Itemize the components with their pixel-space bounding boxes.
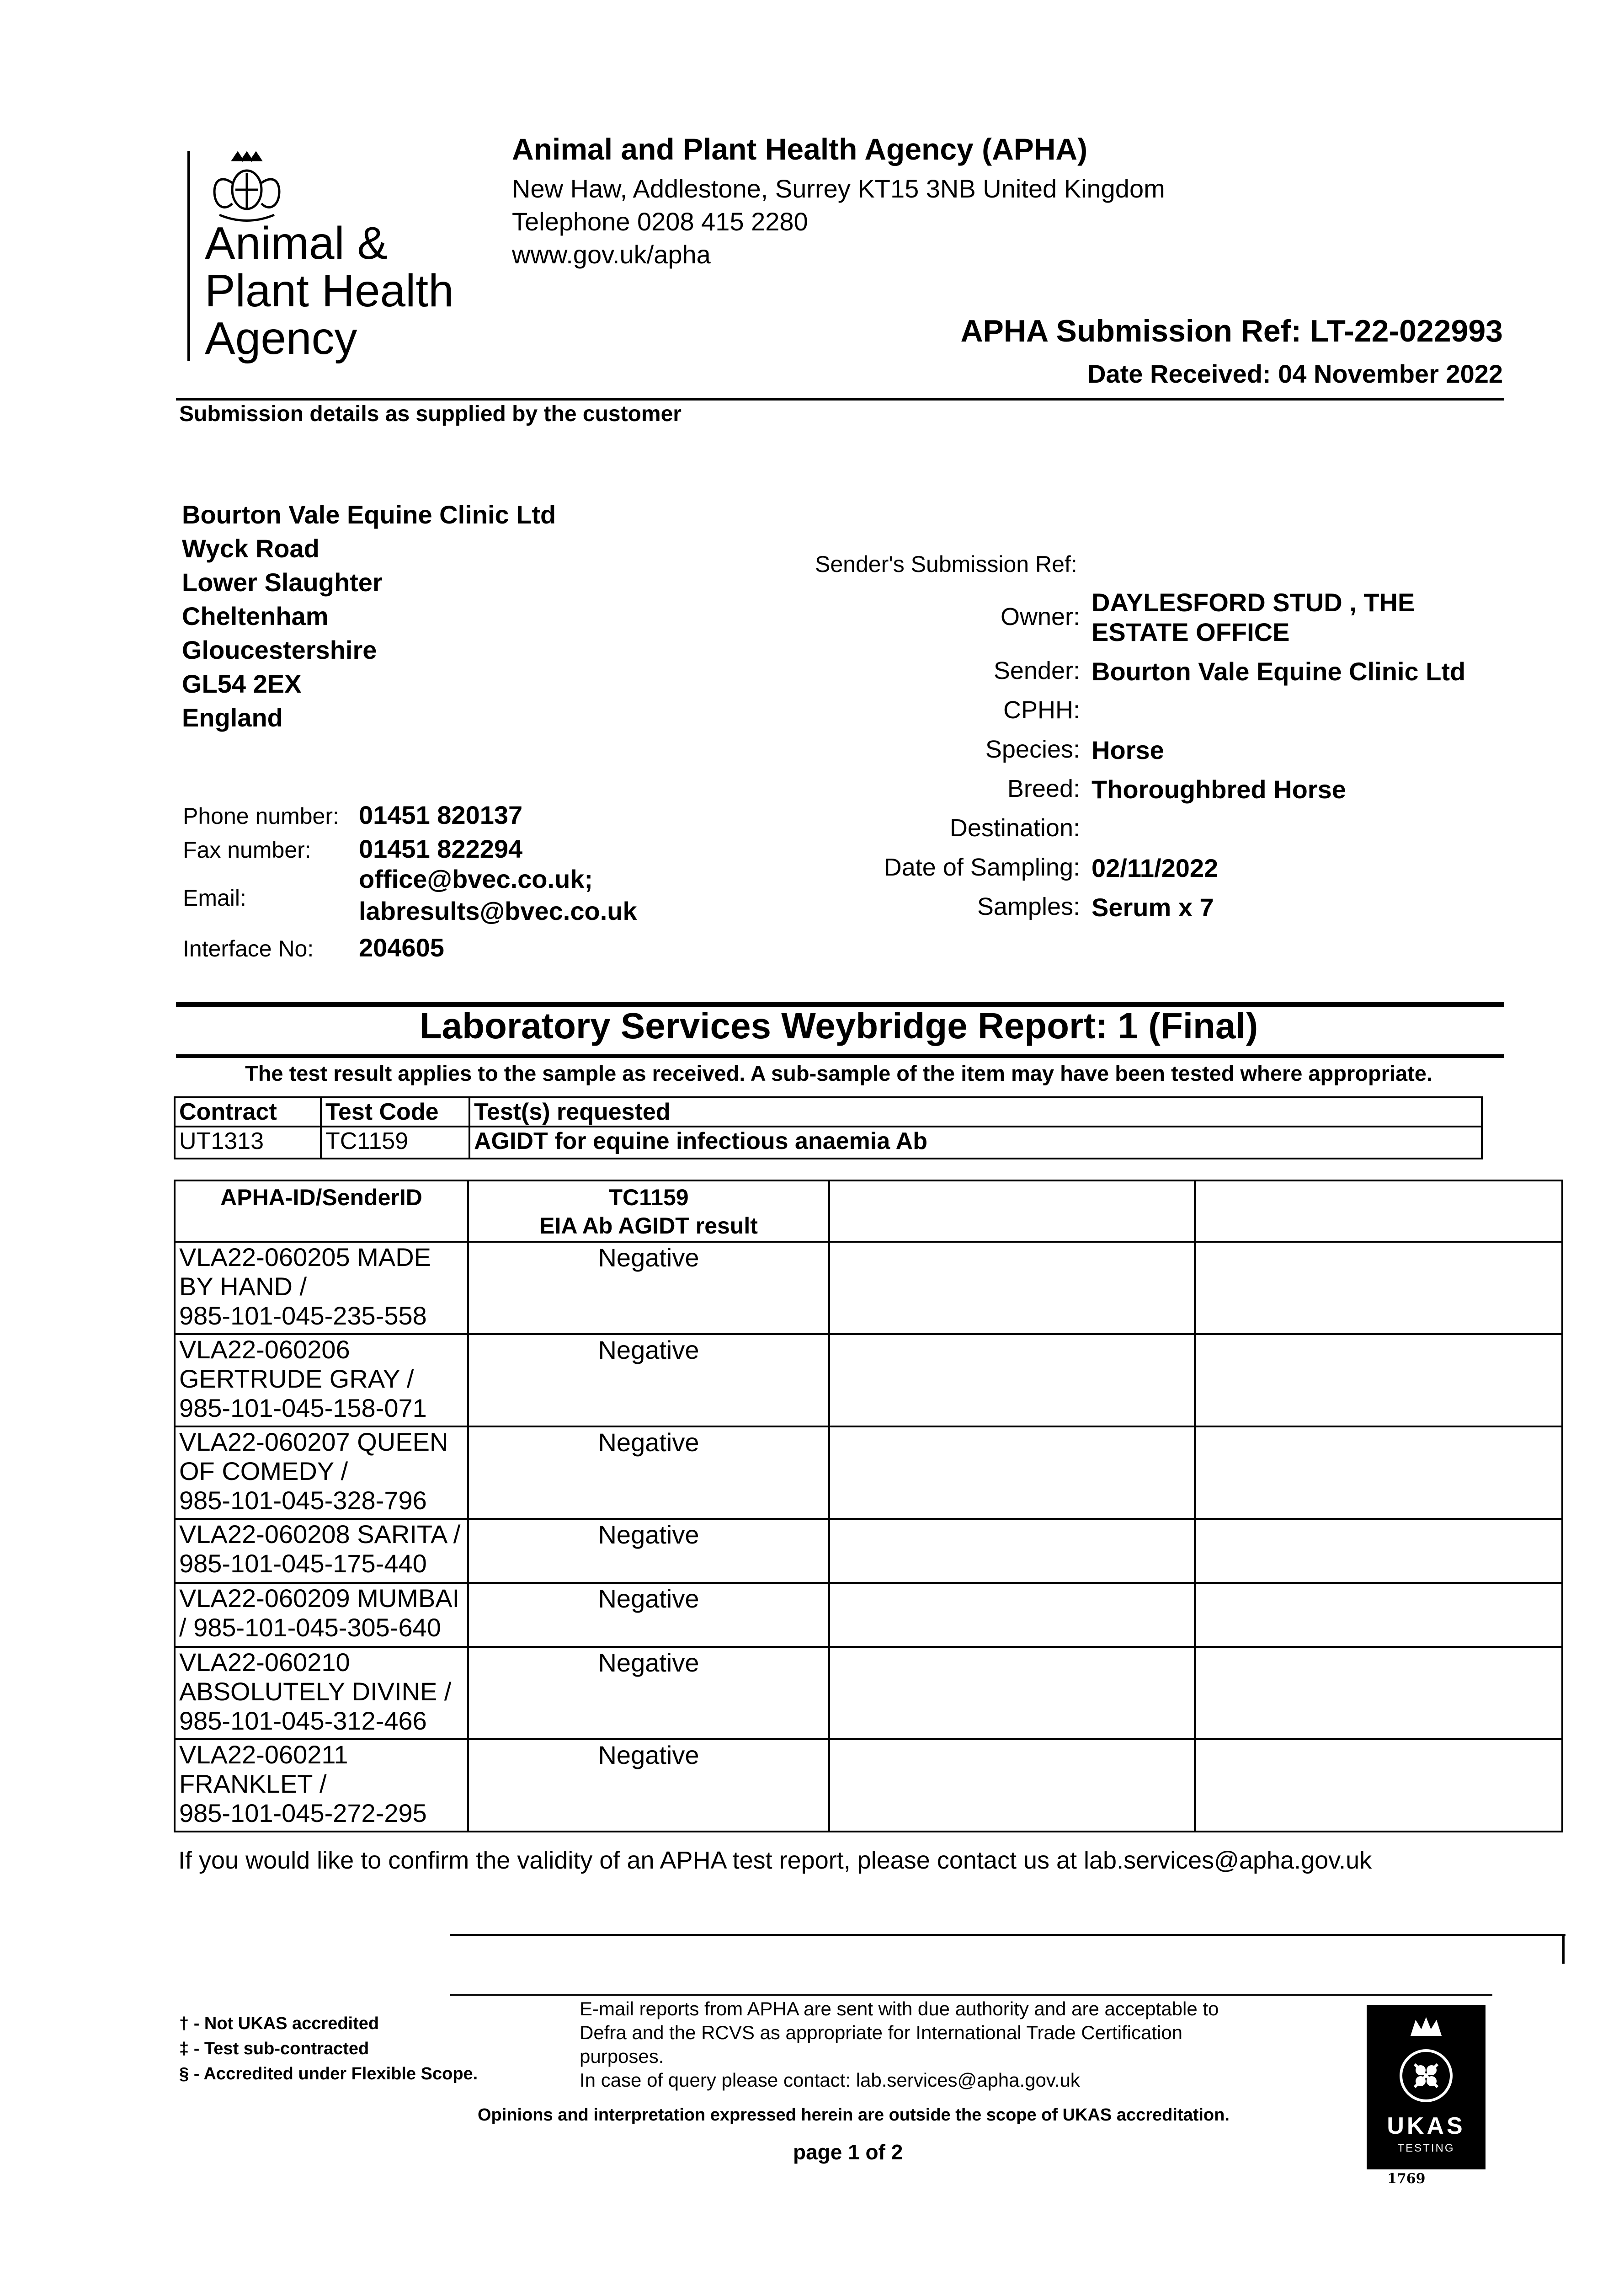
opinions-disclaimer: Opinions and interpretation expressed herein are outside the scope of UKAS accreditation. <box>478 2105 1230 2125</box>
results-table <box>174 1180 1563 1832</box>
customer-address-line: Lower Slaughter <box>182 568 383 597</box>
contract-header: Contract <box>175 1097 321 1127</box>
empty-cell <box>1195 1647 1562 1739</box>
empty-cell <box>829 1739 1195 1832</box>
empty-header <box>829 1180 1195 1242</box>
royal-crest-icon <box>201 151 293 229</box>
samples-label: Samples: <box>977 893 1080 920</box>
contract-cell: UT1313 <box>175 1127 321 1159</box>
result-cell: Negative <box>468 1647 829 1739</box>
sample-id-line: BY HAND / <box>179 1272 307 1301</box>
customer-address-line: Gloucestershire <box>182 636 377 664</box>
customer-address-line: England <box>182 703 283 732</box>
signature-rule-end <box>1562 1934 1565 1964</box>
phone-value: 01451 820137 <box>359 801 523 829</box>
table-header-row <box>175 1180 1562 1242</box>
sample-id-line: VLA22-060208 SARITA / <box>179 1520 461 1549</box>
owner-label: Owner: <box>1000 603 1080 630</box>
empty-cell <box>1195 1739 1562 1832</box>
result-cell: Negative <box>468 1739 829 1832</box>
customer-address-line: Bourton Vale Equine Clinic Ltd <box>182 500 556 529</box>
sample-id-line: VLA22-060205 MADE <box>179 1243 431 1271</box>
empty-cell <box>1195 1426 1562 1519</box>
species-value: Horse <box>1092 736 1164 764</box>
agency-name: Animal and Plant Health Agency (APHA) <box>512 132 1088 166</box>
sample-id-cell <box>175 1583 468 1647</box>
interface-value: 204605 <box>359 933 444 962</box>
ukas-label: UKAS <box>1387 2113 1465 2139</box>
samples-value: Serum x 7 <box>1092 893 1214 922</box>
ukas-crown-icon <box>1367 2012 1486 2110</box>
result-header-code: TC1159 <box>608 1185 689 1210</box>
agency-address: New Haw, Addlestone, Surrey KT15 3NB United Kingdom <box>512 174 1165 203</box>
breed-value: Thoroughbred Horse <box>1092 775 1346 804</box>
tests-requested-cell: AGIDT for equine infectious anaemia Ab <box>469 1127 1482 1159</box>
email-notice-line: In case of query please contact: lab.services@apha.gov.uk <box>580 2069 1080 2091</box>
result-header <box>468 1180 829 1242</box>
confirm-validity-text: If you would like to confirm the validity of an APHA test report, please contact us at lab.services@apha.gov.uk <box>178 1847 1372 1874</box>
breed-label: Breed: <box>1007 775 1080 802</box>
test-code-cell: TC1159 <box>321 1127 469 1159</box>
result-cell: Negative <box>468 1334 829 1426</box>
table-row <box>175 1334 1562 1426</box>
footnote-flexible-scope: § - Accredited under Flexible Scope. <box>179 2064 478 2083</box>
sample-id-line: 985-101-045-235-558 <box>179 1301 427 1330</box>
date-received: Date Received: 04 November 2022 <box>1087 359 1503 388</box>
empty-cell <box>1195 1242 1562 1334</box>
table-row <box>175 1647 1562 1739</box>
submission-ref: APHA Submission Ref: LT-22-022993 <box>960 314 1503 348</box>
empty-cell <box>829 1583 1195 1647</box>
report-applies-note: The test result applies to the sample as received. A sub-sample of the item may have been tested where appropriate. <box>245 1061 1432 1085</box>
sample-id-line: / 985-101-045-305-640 <box>179 1613 441 1642</box>
fax-value: 01451 822294 <box>359 834 523 863</box>
sample-id-line: VLA22-060207 QUEEN <box>179 1427 448 1456</box>
footer-rule <box>450 1994 1492 1996</box>
table-row <box>175 1127 1482 1159</box>
interface-label: Interface No: <box>183 936 314 961</box>
sample-id-cell <box>175 1739 468 1832</box>
sample-id-line: VLA22-060211 <box>179 1740 348 1769</box>
sample-id-line: 985-101-045-158-071 <box>179 1394 427 1422</box>
customer-address-line: Wyck Road <box>182 534 319 563</box>
logo-line: Plant Health <box>205 265 454 316</box>
empty-cell <box>1195 1519 1562 1583</box>
sample-id-cell <box>175 1519 468 1583</box>
test-code-header: Test Code <box>321 1097 469 1127</box>
result-cell: Negative <box>468 1242 829 1334</box>
sampling-date-label: Date of Sampling: <box>884 854 1080 881</box>
page-number: page 1 of 2 <box>793 2140 903 2164</box>
sample-id-line: 985-101-045-312-466 <box>179 1706 427 1735</box>
table-row <box>175 1739 1562 1832</box>
email-value: office@bvec.co.uk; <box>359 865 593 893</box>
tests-requested-header: Test(s) requested <box>469 1097 1482 1127</box>
agency-logo-text <box>205 219 454 362</box>
sample-id-cell <box>175 1647 468 1739</box>
email-notice-line: Defra and the RCVS as appropriate for International Trade Certification <box>580 2022 1183 2043</box>
result-cell: Negative <box>468 1519 829 1583</box>
ukas-testing-label: TESTING <box>1397 2142 1455 2154</box>
submission-details-heading: Submission details as supplied by the customer <box>179 402 682 426</box>
phone-label: Phone number: <box>183 803 339 829</box>
report-title: Laboratory Services Weybridge Report: 1 (Final) <box>419 1005 1258 1046</box>
table-header-row <box>175 1097 1482 1127</box>
fax-label: Fax number: <box>183 837 311 863</box>
email-notice-line: purposes. <box>580 2046 664 2067</box>
table-row <box>175 1242 1562 1334</box>
footnote-not-accredited: † - Not UKAS accredited <box>179 2014 379 2033</box>
sample-id-cell <box>175 1426 468 1519</box>
customer-address-line: Cheltenham <box>182 602 329 630</box>
email-label: Email: <box>183 885 246 911</box>
species-label: Species: <box>985 736 1080 763</box>
owner-value: DAYLESFORD STUD , THE <box>1092 588 1415 617</box>
sample-id-line: 985-101-045-272-295 <box>179 1799 427 1827</box>
email-value: labresults@bvec.co.uk <box>359 897 637 925</box>
sample-id-line: OF COMEDY / <box>179 1457 348 1485</box>
signature-rule <box>450 1934 1565 1936</box>
footnote-subcontracted: ‡ - Test sub-contracted <box>179 2039 369 2058</box>
sample-id-line: GERTRUDE GRAY / <box>179 1364 414 1393</box>
sample-id-line: VLA22-060210 <box>179 1648 350 1677</box>
owner-value: ESTATE OFFICE <box>1092 618 1290 646</box>
report-rule-bottom <box>176 1054 1504 1058</box>
ukas-badge <box>1367 2005 1486 2169</box>
logo-line: Animal & <box>205 218 388 269</box>
sender-ref-label: Sender's Submission Ref: <box>815 551 1077 577</box>
sampling-date-value: 02/11/2022 <box>1092 854 1219 882</box>
table-row <box>175 1583 1562 1647</box>
sample-id-line: 985-101-045-328-796 <box>179 1486 427 1515</box>
table-row <box>175 1426 1562 1519</box>
sender-label: Sender: <box>993 657 1080 684</box>
email-notice <box>580 1997 1375 2092</box>
sample-id-line: ABSOLUTELY DIVINE / <box>179 1677 452 1706</box>
sender-value: Bourton Vale Equine Clinic Ltd <box>1092 657 1466 686</box>
sample-id-cell <box>175 1334 468 1426</box>
result-header-name: EIA Ab AGIDT result <box>539 1213 758 1239</box>
ukas-number: 1769 <box>1387 2171 1426 2187</box>
sample-id-cell <box>175 1242 468 1334</box>
tests-table <box>174 1096 1483 1159</box>
empty-header <box>1195 1180 1562 1242</box>
sample-id-line: 985-101-045-175-440 <box>179 1549 427 1578</box>
empty-cell <box>1195 1583 1562 1647</box>
sample-id-line: VLA22-060209 MUMBAI <box>179 1584 460 1613</box>
empty-cell <box>829 1242 1195 1334</box>
logo-divider <box>187 151 190 361</box>
customer-address-line: GL54 2EX <box>182 669 302 698</box>
agency-website[interactable]: www.gov.uk/apha <box>512 240 711 269</box>
email-notice-line: E-mail reports from APHA are sent with due authority and are acceptable to <box>580 1998 1219 2019</box>
result-cell: Negative <box>468 1583 829 1647</box>
header-rule <box>176 398 1504 401</box>
agency-telephone: Telephone 0208 415 2280 <box>512 207 808 236</box>
empty-cell <box>829 1647 1195 1739</box>
sample-id-line: FRANKLET / <box>179 1769 327 1798</box>
cphh-label: CPHH: <box>1003 696 1080 724</box>
empty-cell <box>829 1426 1195 1519</box>
result-cell: Negative <box>468 1426 829 1519</box>
logo-line: Agency <box>205 313 357 364</box>
id-header: APHA-ID/SenderID <box>175 1180 468 1242</box>
empty-cell <box>829 1519 1195 1583</box>
sample-id-line: VLA22-060206 <box>179 1335 350 1364</box>
empty-cell <box>1195 1334 1562 1426</box>
table-row <box>175 1519 1562 1583</box>
empty-cell <box>829 1334 1195 1426</box>
destination-label: Destination: <box>949 814 1080 842</box>
